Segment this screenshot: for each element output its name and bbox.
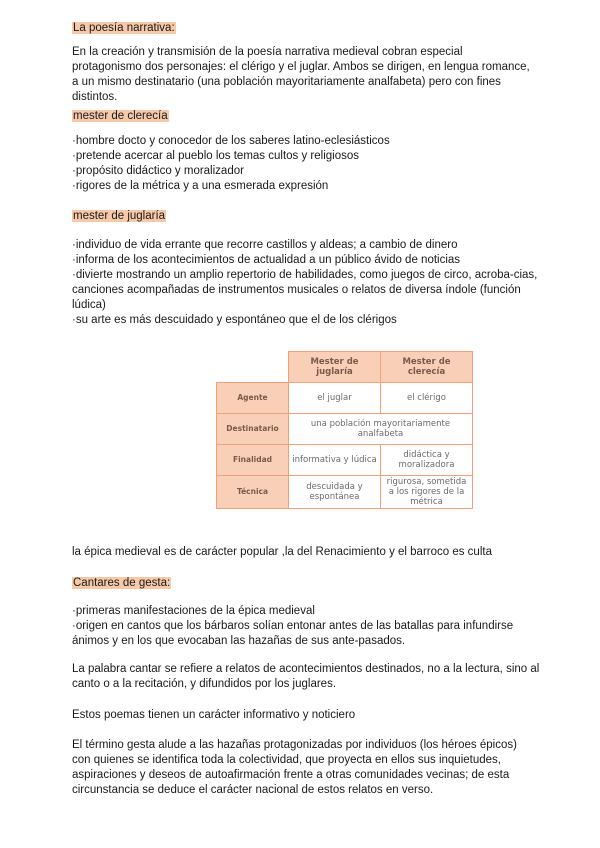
row-label-agente: Agente: [217, 383, 289, 414]
comparison-table-container: [216, 351, 472, 506]
row-label-tecnica: Técnica: [217, 476, 289, 509]
table-row: [217, 445, 473, 476]
paragraph-epica-note: la épica medieval es de carácter popular ,la del Renacimiento y el barroco es culta: [72, 546, 492, 558]
paragraph-informativo: Estos poemas tienen un carácter informativo y noticiero: [72, 709, 356, 721]
table-header-clerecia: Mester de clerecía: [381, 352, 473, 383]
table-row: [217, 476, 473, 509]
heading-poesia-narrativa: La poesía narrativa:: [73, 22, 175, 34]
list-item: ·primeras manifestaciones de la épica medieval: [72, 605, 315, 617]
cell-finalidad-juglaria: informativa y lúdica: [289, 445, 381, 476]
table-header-juglaria: Mester de juglaría: [289, 352, 381, 383]
paragraph-gesta: El término gesta alude a las hazañas protagonizadas por individuos (los héroes épicos) con quienes se identifica toda la colectividad, que proyecta en ellos sus inquietudes, aspiraciones y deseos de autoafirmación frente a otras comunidades vecinas; de esta circunstancia se deduce el carácter nacional de estos relatos en verso.: [72, 739, 517, 796]
list-item: ·divierte mostrando un amplio repertorio de habilidades, como juegos de circo, acroba-cias, canciones acompañadas de instrumentos musicales o relatos de diversa índole (función lúdica): [72, 269, 538, 311]
cell-agente-juglaria: el juglar: [289, 383, 381, 414]
list-item: ·pretende acercar al pueblo los temas cultos y religiosos: [72, 150, 360, 162]
comparison-table: [216, 351, 473, 509]
list-clerecia: [72, 134, 542, 194]
table-corner-cell: [217, 352, 289, 383]
list-cantares: [72, 604, 527, 649]
heading-mester-clerecia: mester de clerecía: [73, 110, 168, 122]
list-item: ·hombre docto y conocedor de los saberes latino-eclesiásticos: [72, 135, 390, 147]
cell-tecnica-juglaria: descuidada y espontánea: [289, 476, 381, 509]
list-item: ·su arte es más descuidado y espontáneo que el de los clérigos: [72, 314, 397, 326]
row-label-finalidad: Finalidad: [217, 445, 289, 476]
row-label-destinatario: Destinatario: [217, 414, 289, 445]
cell-finalidad-clerecia: didáctica y moralizadora: [381, 445, 473, 476]
list-item: ·origen en cantos que los bárbaros solían entonar antes de las batallas para infundirse ánimos y en los que evocaban las hazañas de sus ante-pasados.: [72, 620, 514, 647]
heading-cantares-gesta: Cantares de gesta:: [73, 577, 171, 589]
table-row: [217, 383, 473, 414]
list-item: ·individuo de vida errante que recorre castillos y aldeas; a cambio de dinero: [72, 239, 458, 251]
cell-agente-clerecia: el clérigo: [381, 383, 473, 414]
list-item: ·informa de los acontecimientos de actualidad a un público ávido de noticias: [72, 254, 461, 266]
cell-tecnica-clerecia: rigurosa, sometida a los rigores de la métrica: [381, 476, 473, 509]
list-item: ·rigores de la métrica y a una esmerada expresión: [72, 180, 329, 192]
paragraph-intro: En la creación y transmisión de la poesía narrativa medieval cobran especial protagonismo dos personajes: el clérigo y el juglar. Ambos se dirigen, en lengua romance, a un mismo destinatario (una población mayoritariamente analfabeta) pero con fines distintos.: [72, 46, 530, 103]
cell-destinatario-merged: una población mayoritariamente analfabeta: [289, 414, 473, 445]
list-item: ·propósito didáctico y moralizador: [72, 165, 244, 177]
list-juglaria: [72, 238, 542, 328]
table-row: [217, 414, 473, 445]
heading-mester-juglaria: mester de juglaría: [73, 210, 166, 222]
paragraph-cantar: La palabra cantar se refiere a relatos de acontecimientos destinados, no a la lectura, sino al canto o a la recitación, y difundidos por los juglares.: [72, 663, 540, 690]
table-header-row: [217, 352, 473, 383]
